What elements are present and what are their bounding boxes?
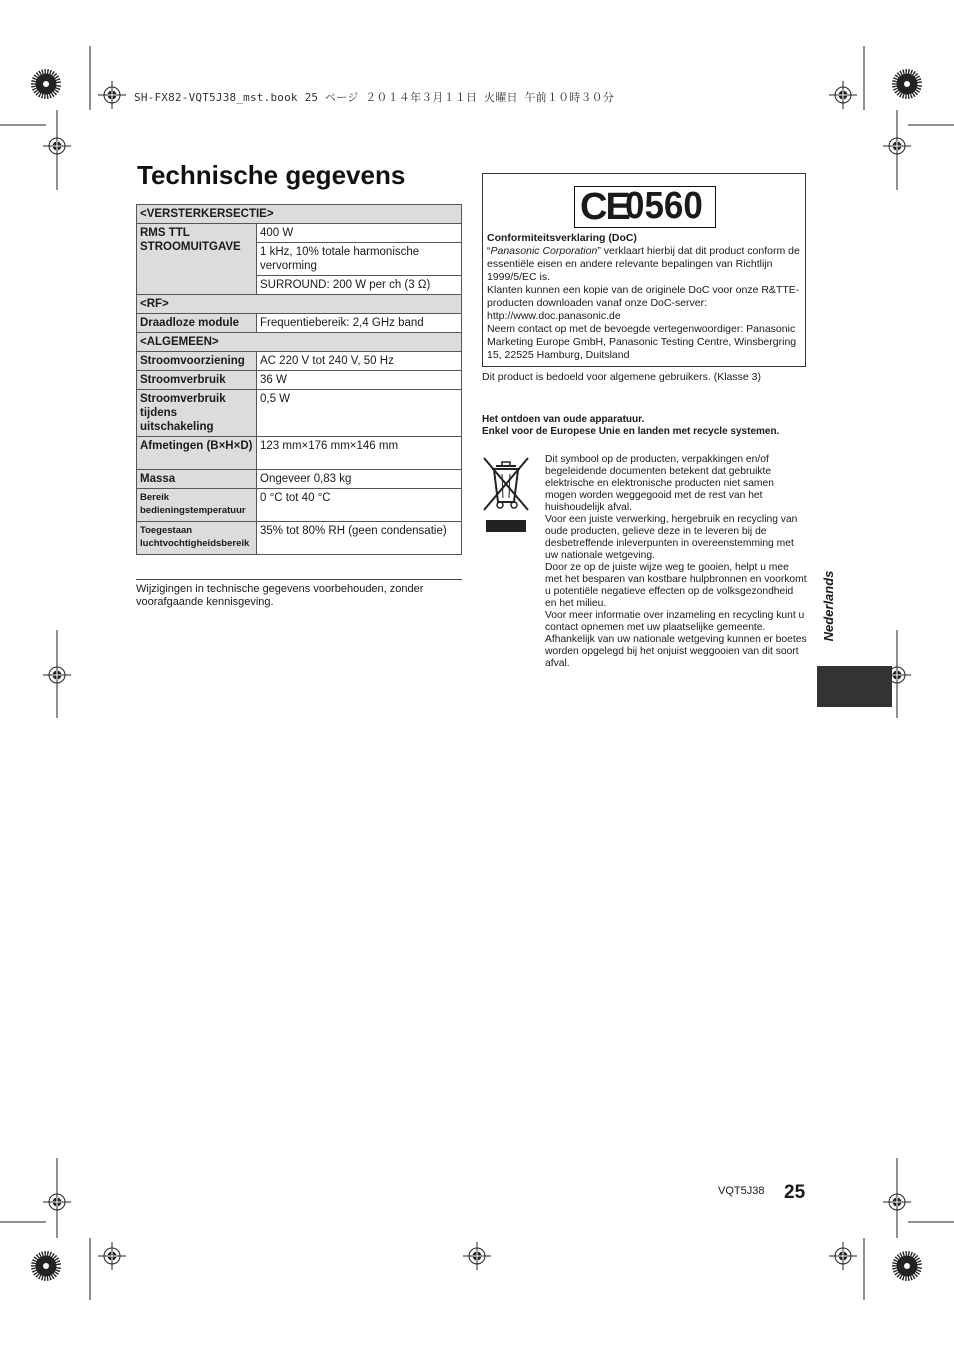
- rms-value: 400 W: [257, 224, 462, 243]
- doc-download: Klanten kunnen een kopie van de originele DoC voor onze R&TTE-producten downloaden vanaf onze DoC-server:: [487, 284, 800, 309]
- disposal-text: [545, 454, 807, 670]
- rms-label: RMS TTL STROOMUITGAVE: [137, 224, 257, 295]
- section-general: <ALGEMEEN>: [137, 333, 462, 352]
- document-code: VQT5J38: [718, 1185, 765, 1197]
- rms-value: 1 kHz, 10% totale harmonische vervorming: [257, 243, 462, 276]
- spec-value: 0 °C tot 40 °C: [257, 489, 462, 522]
- language-tab-block: [817, 666, 892, 707]
- spec-label: Toegestaan luchtvochtigheidsbereik: [137, 522, 257, 555]
- crossed-bin-icon: [482, 456, 530, 536]
- wireless-value: Frequentiebereik: 2,4 GHz band: [257, 314, 462, 333]
- doc-heading: Conformiteitsverklaring (DoC): [487, 232, 637, 244]
- spec-row: [137, 371, 462, 390]
- disposal-heading: [482, 414, 792, 438]
- doc-declaration: [487, 245, 801, 284]
- page-title: Technische gegevens: [137, 160, 406, 190]
- page-number: 25: [784, 1182, 806, 1203]
- disposal-paragraph: Voor meer informatie over inzameling en recycling kunt u contact opnemen met uw plaatselijke gemeente.: [545, 610, 805, 633]
- declaration-text: ” verklaart hierbij dat dit product conform de essentiële eisen en andere relevante bepalingen van Richtlijn 1999/5/EC is.: [487, 245, 800, 283]
- doc-url: http://www.doc.panasonic.de: [487, 310, 621, 322]
- doc-text: [487, 232, 801, 362]
- spec-value: 36 W: [257, 371, 462, 390]
- spec-value: 35% tot 80% RH (geen condensatie): [257, 522, 462, 555]
- spec-row: [137, 437, 462, 470]
- disposal-subtitle: Enkel voor de Europese Unie en landen met recycle systemen.: [482, 426, 780, 437]
- spec-note: Wijzigingen in technische gegevens voorbehouden, zonder voorafgaande kennisgeving.: [136, 583, 424, 608]
- spec-table: [136, 204, 462, 555]
- disposal-paragraph: Voor een juiste verwerking, hergebruik en recycling van oude producten, gelieve deze in te leveren bij de desbetreffende inleverpunten in overeenstemming met uw nationale wetgeving.: [545, 514, 798, 561]
- spec-row: [137, 352, 462, 371]
- quote-mark: “: [487, 245, 491, 257]
- spec-label: Bereik bedieningstemperatuur: [137, 489, 257, 522]
- class-note: Dit product is bedoeld voor algemene gebruikers. (Klasse 3): [482, 371, 761, 383]
- spec-row: [137, 522, 462, 555]
- spec-label: Stroomverbruik tijdens uitschakeling: [137, 390, 257, 437]
- spec-label: Stroomverbruik: [137, 371, 257, 390]
- ce-logo: CE: [580, 186, 629, 228]
- spec-value: 123 mm×176 mm×146 mm: [257, 437, 462, 470]
- disposal-paragraph: Dit symbool op de producten, verpakkingen en/of begeleidende documenten betekent dat gebruikte elektrische en elektronische producten niet samen mogen worden weggegooid met de rest van het huishoudelijk afval.: [545, 454, 774, 513]
- disposal-title: Het ontdoen van oude apparatuur.: [482, 414, 645, 425]
- divider: [136, 579, 462, 580]
- spec-label: Massa: [137, 470, 257, 489]
- language-tab-label: Nederlands: [821, 570, 836, 642]
- company-name: Panasonic Corporation: [490, 245, 598, 257]
- section-amplifier: <VERSTERKERSECTIE>: [137, 205, 462, 224]
- ce-notified-body-number: 0560: [625, 185, 703, 227]
- spec-row: [137, 489, 462, 522]
- spec-label: Stroomvoorziening: [137, 352, 257, 371]
- file-header: SH-FX82-VQT5J38_mst.book 25 ページ ２０１４年３月１１日 火曜日 午前１０時３０分: [134, 91, 615, 104]
- spec-value: Ongeveer 0,83 kg: [257, 470, 462, 489]
- spec-value: AC 220 V tot 240 V, 50 Hz: [257, 352, 462, 371]
- spec-row: [137, 470, 462, 489]
- wireless-label: Draadloze module: [137, 314, 257, 333]
- rms-value: SURROUND: 200 W per ch (3 Ω): [257, 276, 462, 295]
- spec-row: [137, 390, 462, 437]
- doc-contact: Neem contact op met de bevoegde vertegenwoordiger: Panasonic Marketing Europe GmbH, Panasonic Testing Centre, Winsbergring 15, 22525 Hamburg, Duitsland: [487, 323, 797, 361]
- spec-value: 0,5 W: [257, 390, 462, 437]
- spec-label: Afmetingen (B×H×D): [137, 437, 257, 470]
- disposal-paragraph: Door ze op de juiste wijze weg te gooien, helpt u mee met het besparen van kostbare hulpbronnen en voorkomt u potentiële negatieve effecten op de volksgezondheid en het milieu.: [545, 562, 807, 609]
- section-rf: <RF>: [137, 295, 462, 314]
- disposal-paragraph: Afhankelijk van uw nationale wetgeving kunnen er boetes worden opgelegd bij het onjuist weggooien van dit soort afval.: [545, 634, 807, 669]
